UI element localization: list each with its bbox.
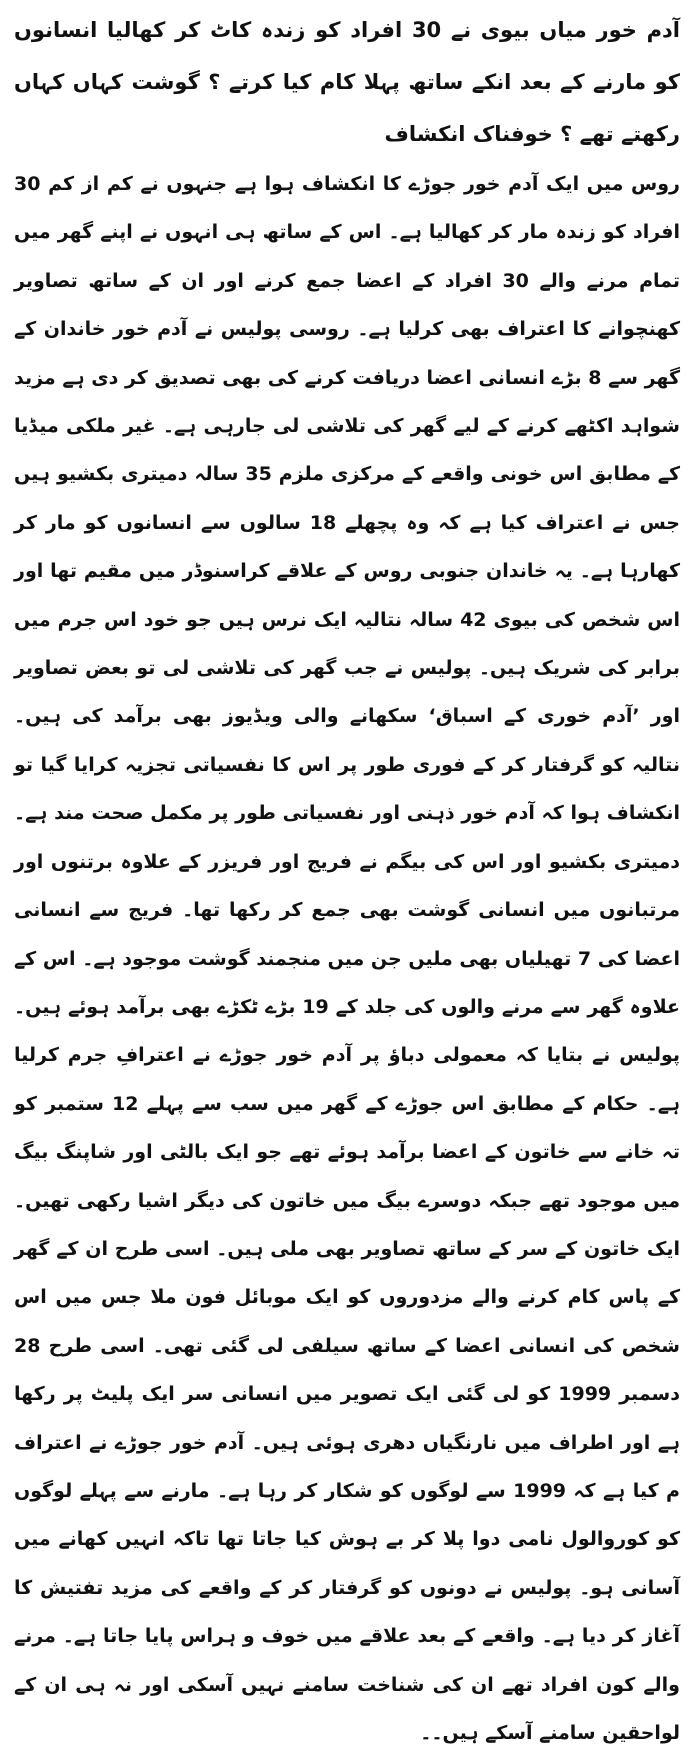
article-headline: آدم خور میاں بیوی نے 30 افراد کو زندہ کاٹ کر کھالیا انسانوں کو مارنے کے بعد انکے ساتھ پہلا کام کیا کرتے ؟ گوشت کہاں کہاں رکھتے تھے ؟ خوفناک انکشاف <box>14 18 680 146</box>
article-body: روس میں ایک آدم خور جوڑے کا انکشاف ہوا ہے جنہوں نے کم از کم 30 افراد کو زندہ مار کر کھالیا ہے۔ اس کے ساتھ ہی انہوں نے اپنے گھر میں تمام مرنے والے 30 افراد کے اعضا جمع کرنے اور ان کے ساتھ تصاویر کھنچوانے کا اعتراف بھی کرلیا ہے۔ روسی پولیس نے آدم خور خاندان کے گھر سے 8 بڑے انسانی اعضا دریافت کرنے کی بھی تصدیق کر دی ہے مزید شواہد اکٹھے کرنے کے لیے گھر کی تلاشی لی جارہی ہے۔ غیر ملکی میڈیا کے مطابق اس خونی واقعے کے مرکزی ملزم 35 سالہ دمیتری بکشیو ہیں جس نے اعتراف کیا ہے کہ وہ پچھلے 18 سالوں سے انسانوں کو مار کر کھارہا ہے۔ یہ خاندان جنوبی روس کے علاقے کراسنوڈر میں مقیم تھا اور اس شخص کی بیوی 42 سالہ نتالیہ ایک نرس ہیں جو خود اس جرم میں برابر کی شریک ہیں۔ پولیس نے جب گھر کی تلاشی لی تو بعض تصاویر اور ’آدم خوری کے اسباق‘ سکھانے والی ویڈیوز بھی برآمد کی ہیں۔ نتالیہ کو گرفتار کر کے فوری طور پر اس کا نفسیاتی تجزیہ کرایا گیا تو انکشاف ہوا کہ آدم خور ذہنی اور نفسیاتی طور پر مکمل صحت مند ہے۔ دمیتری بکشیو اور اس کی بیگم نے فریج اور فریزر کے علاوہ برتنوں اور مرتبانوں میں انسانی گوشت بھی جمع کر رکھا تھا۔ فریج سے انسانی اعضا کی 7 تھیلیاں بھی ملیں جن میں منجمند گوشت موجود ہے۔ اس کے علاوہ گھر سے مرنے والوں کی جلد کے 19 بڑے ٹکڑے بھی برآمد ہوئے ہیں۔ پولیس نے بتایا کہ معمولی دباؤ پر آدم خور جوڑے نے اعترافِ جرم کرلیا ہے۔ حکام کے مطابق اس جوڑے کے گھر میں سب سے پہلے 12 ستمبر کو تہ خانے سے خاتون کے اعضا برآمد ہوئے تھے جو ایک بالٹی اور شاپنگ بیگ میں موجود تھے جبکہ دوسرے بیگ میں خاتون کی دیگر اشیا رکھی تھیں۔ ایک خاتون کے سر کے ساتھ تصاویر بھی ملی ہیں۔ اسی طرح ان کے گھر کے پاس کام کرنے والے مزدوروں کو ایک موبائل فون ملا جس میں اس شخص کی انسانی اعضا کے ساتھ سیلفی لی گئی تھی۔ اسی طرح 28 دسمبر 1999 کو لی گئی ایک تصویر میں انسانی سر ایک پلیٹ پر رکھا ہے اور اطراف میں نارنگیاں دھری ہوئی ہیں۔ آدم خور جوڑے نے اعتراف م کیا ہے کہ 1999 سے لوگوں کو شکار کر رہا ہے۔ مارنے سے پہلے لوگوں کو کوروالول نامی دوا پلا کر بے ہوش کیا جاتا تھا تاکہ انہیں کھانے میں آسانی ہو۔ پولیس نے دونوں کو گرفتار کر کے واقعے کی مزید تفتیش کا آغاز کر دیا ہے۔ واقعے کے بعد علاقے میں خوف و ہراس پایا جاتا ہے۔ مرنے والے کون افراد تھے ان کی شناخت سامنے نہیں آسکی اور نہ ہی ان کے لواحقین سامنے آسکے ہیں۔۔ <box>14 173 681 1744</box>
